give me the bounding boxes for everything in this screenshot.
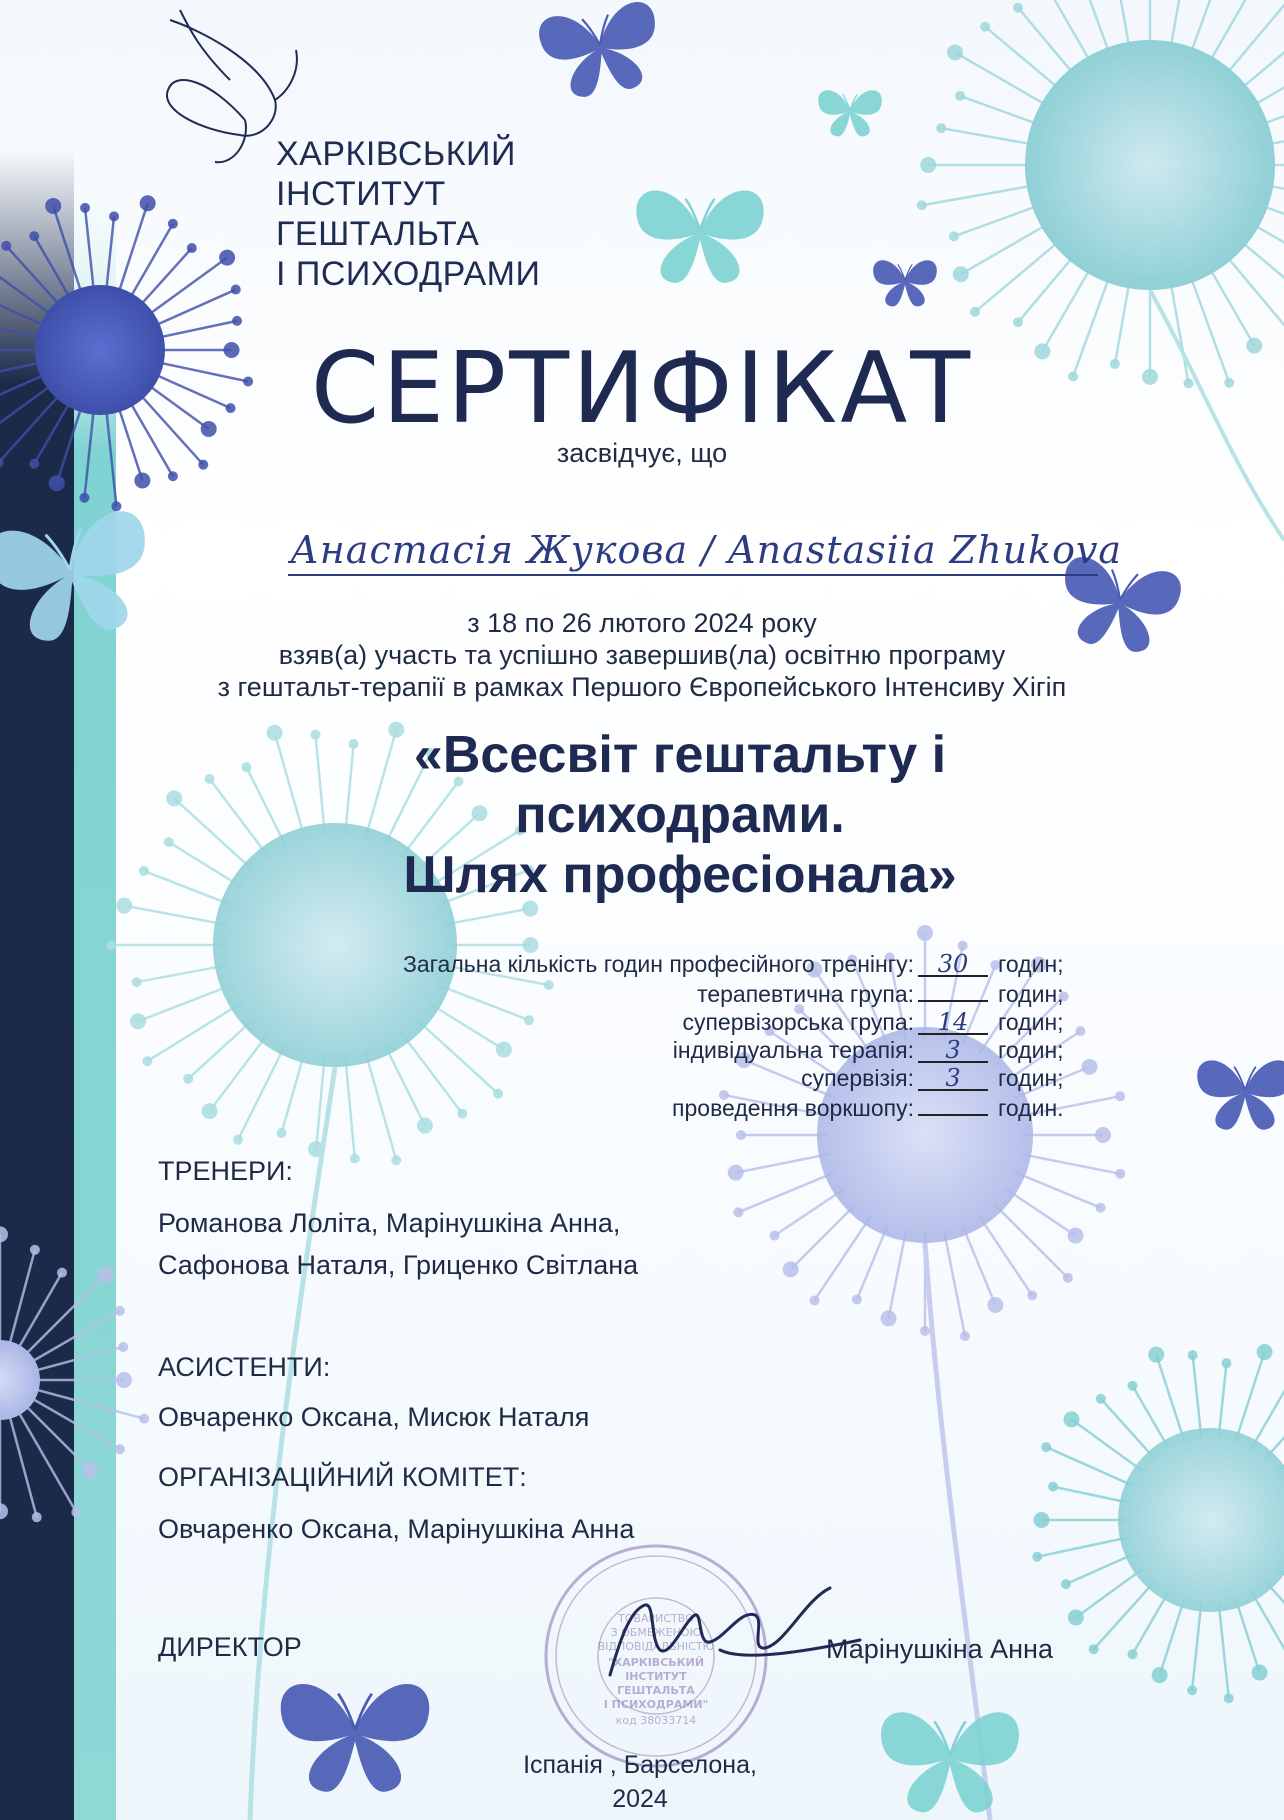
place-line: Іспанія , Барселона, (523, 1751, 757, 1779)
hours-row (260, 978, 1090, 1008)
butterfly-icon (1197, 1060, 1284, 1129)
institute-line-2: ІНСТИТУТ (276, 175, 446, 213)
recipient-name: Анастасія Жукова / Anastasiia Zhukova (290, 528, 1123, 572)
svg-text:код 38033714: код 38033714 (615, 1714, 697, 1727)
hours-value: 14 (918, 1011, 988, 1035)
hours-label: терапевтична група: (697, 981, 914, 1007)
dandelion-top-right (1025, 40, 1275, 290)
hours-table (260, 950, 1090, 1122)
hours-row (260, 1064, 1090, 1092)
dandelion-bottom-right (1118, 1428, 1284, 1612)
hours-label: Загальна кількість годин професійного тренінгу: (402, 951, 914, 977)
institute-line-4: І ПСИХОДРАМИ (276, 255, 541, 293)
hours-unit: годин; (998, 1009, 1064, 1035)
hours-unit: годин; (998, 951, 1064, 977)
assistants-list: Овчаренко Оксана, Мисюк Наталя (158, 1402, 590, 1432)
butterfly-icon (636, 191, 763, 283)
trainers-heading: ТРЕНЕРИ: (158, 1156, 293, 1186)
butterfly-icon (873, 260, 937, 306)
hours-label: індивідуальна терапія: (672, 1037, 914, 1063)
hours-unit: годин; (998, 981, 1064, 1007)
butterfly-icon (536, 0, 666, 103)
hours-value (918, 978, 988, 1002)
org-committee-heading: ОРГАНІЗАЦІЙНИЙ КОМІТЕТ: (158, 1462, 527, 1492)
hours-value: 3 (918, 1039, 988, 1063)
hours-label: супервізія: (801, 1065, 914, 1091)
program-title (0, 725, 1284, 905)
recipient-underline (288, 574, 1098, 576)
institute-logo-text (276, 134, 540, 294)
hours-label: супервізорська група: (682, 1009, 914, 1035)
svg-text:ГЕШТАЛЬТА: ГЕШТАЛЬТА (617, 1684, 695, 1697)
hours-label: проведення воркшопу: (672, 1095, 914, 1121)
assistants-heading: АСИСТЕНТИ: (158, 1352, 331, 1382)
hours-unit: годин. (998, 1095, 1064, 1121)
certificate-title: СЕРТИФІКАТ (310, 332, 974, 446)
year-line: 2024 (612, 1785, 668, 1813)
svg-text:ТОВАРИСТВО: ТОВАРИСТВО (618, 1612, 694, 1625)
program-title-line-2: психодрами. (515, 786, 845, 844)
body-line-2: взяв(а) участь та успішно завершив(ла) освітню програму (278, 640, 1006, 670)
svg-text:"ХАРКІВСЬКИЙ: "ХАРКІВСЬКИЙ (607, 1656, 705, 1669)
program-title-line-3: Шлях професіонала» (403, 846, 957, 904)
svg-text:ВІДПОВІДАЛЬНІСТЮ: ВІДПОВІДАЛЬНІСТЮ (597, 1640, 715, 1653)
director-label: ДИРЕКТОР (158, 1632, 302, 1662)
hours-value: 3 (918, 1067, 988, 1091)
butterfly-icon (818, 90, 882, 136)
director-signature (590, 1580, 870, 1690)
director-name: Марінушкіна Анна (826, 1634, 1053, 1664)
svg-text:І ПСИХОДРАМИ": І ПСИХОДРАМИ" (603, 1698, 709, 1711)
institute-line-1: ХАРКІВСЬКИЙ (276, 135, 516, 173)
svg-text:ІНСТИТУТ: ІНСТИТУТ (625, 1670, 687, 1683)
certifies-text: засвідчує, що (556, 438, 728, 468)
hours-unit: годин; (998, 1037, 1064, 1063)
trainers-list (158, 1202, 638, 1286)
hours-row (260, 1008, 1090, 1036)
place-and-year (0, 1748, 1280, 1816)
hours-row (260, 1092, 1090, 1122)
org-committee-list: Овчаренко Оксана, Марінушкіна Анна (158, 1514, 635, 1544)
body-line-1: з 18 по 26 лютого 2024 року (467, 608, 817, 638)
certificate-body (0, 607, 1284, 703)
hours-value: 30 (918, 953, 988, 977)
trainers-line-2: Сафонова Наталя, Гриценко Світлана (158, 1250, 639, 1280)
hours-row (260, 1036, 1090, 1064)
hours-unit: годин; (998, 1065, 1064, 1091)
body-line-3: з гештальт-терапії в рамках Першого Європейського Інтенсиву Хігіп (217, 672, 1067, 702)
hours-value (918, 1092, 988, 1116)
institute-line-3: ГЕШТАЛЬТА (276, 215, 480, 253)
svg-text:З ОБМЕЖЕНОЮ: З ОБМЕЖЕНОЮ (610, 1626, 702, 1639)
program-title-line-1: «Всесвіт гештальту і (413, 726, 947, 784)
trainers-line-1: Романова Лоліта, Марінушкіна Анна, (158, 1208, 621, 1238)
hours-row (260, 950, 1090, 978)
